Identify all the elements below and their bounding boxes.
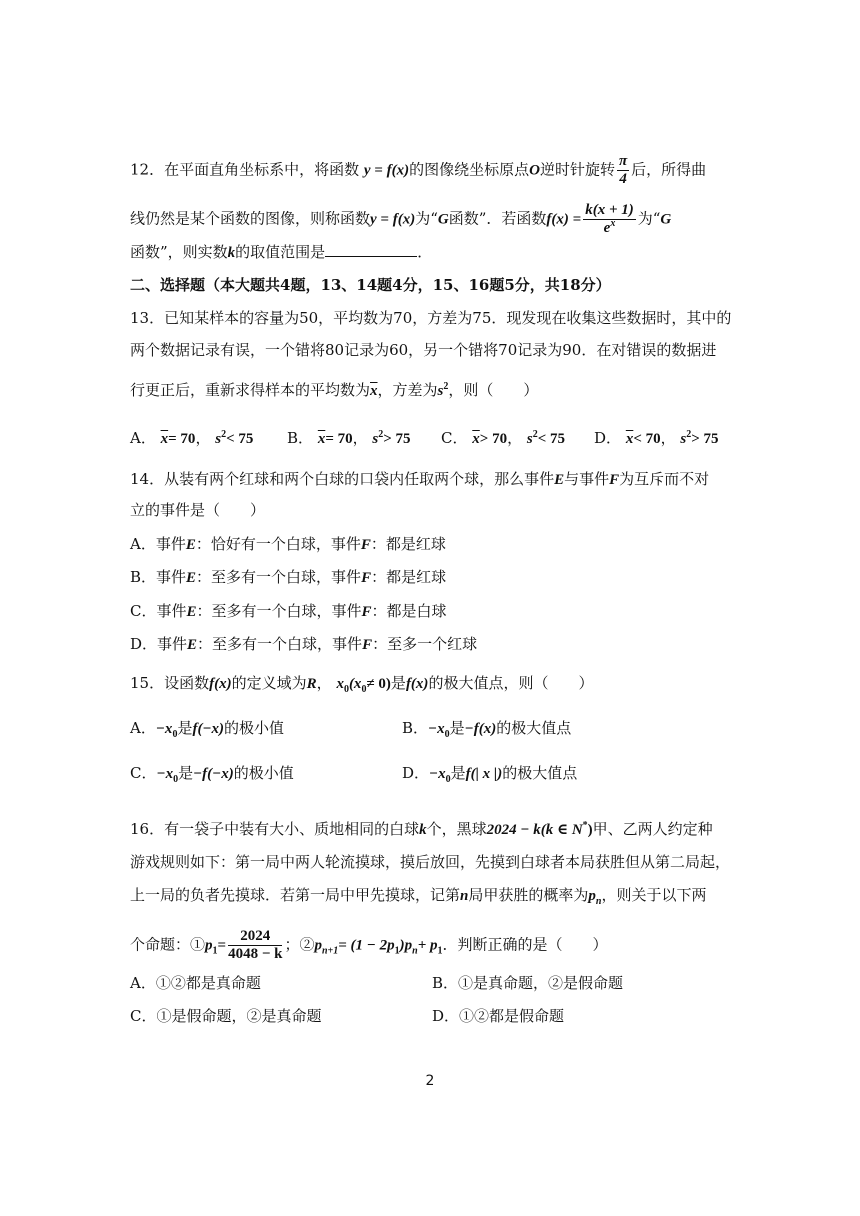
text: ：都是红球 <box>371 568 447 586</box>
math-sub: n <box>412 945 418 957</box>
text: ：都是白球 <box>371 602 447 620</box>
math-paren: ) <box>587 822 593 838</box>
math-func: y = f(x) <box>363 162 410 179</box>
text: 设函数 <box>164 674 210 692</box>
math-sub: 1 <box>437 945 443 957</box>
math-expr: −f(x) <box>464 721 497 737</box>
q13-option-c[interactable]: C． $\overline{x}> 70$， $s^2< 75$ <box>441 429 566 447</box>
text: ，则关于以下两 <box>601 886 707 904</box>
option-label: A．事件 <box>130 535 186 553</box>
text: 个，黑球 <box>426 820 487 838</box>
math-sub: 0 <box>361 684 367 695</box>
q14-option-b[interactable] <box>130 567 446 588</box>
frac-num: π <box>618 153 628 169</box>
frac-den: 4048 − k <box>228 946 283 962</box>
option-label: B． <box>287 429 314 447</box>
math-sub: 0 <box>445 774 451 785</box>
text: 线仍然是某个函数的图像，则称函数 <box>130 209 371 228</box>
math-F: F <box>362 637 373 653</box>
q16-option-a[interactable]: A．①②都是真命题 <box>130 974 261 992</box>
q16-number: 16． <box>130 820 165 838</box>
text: 与事件 <box>564 470 610 488</box>
math-s: s <box>526 431 533 447</box>
math-k: k <box>227 245 236 261</box>
math-origin: O <box>529 162 540 179</box>
text: 为“ <box>637 209 661 228</box>
q12-line1 <box>130 153 706 188</box>
q13-option-b[interactable]: B． $\overline{x}= 70$， $s^2> 75$ <box>287 429 411 447</box>
text: 逆时针旋转 <box>539 160 615 179</box>
text: ：至多有一个白球，事件 <box>196 602 362 620</box>
math-x: x <box>336 676 344 692</box>
q15-line1 <box>130 673 593 694</box>
frac-num: 2024 <box>228 928 282 946</box>
text: ． <box>417 243 433 261</box>
q16-line2: 游戏规则如下：第一局中两人轮流摸球，摸后放回，先摸到白球者本局获胜但从第二局起， <box>130 853 731 871</box>
text: ：恰好有一个白球，事件 <box>195 535 361 553</box>
text: 的极大值点，则（ ） <box>428 674 594 692</box>
text: 从装有两个红球和两个白球的口袋内任取两个球，那么事件 <box>164 470 555 488</box>
frac-den <box>583 220 636 237</box>
math-cond: ≠ 0) <box>366 676 391 692</box>
math-rel: = 70 <box>325 431 353 447</box>
math-E: E <box>186 604 197 620</box>
math-func: y = f(x) <box>370 211 416 228</box>
text: 为互斥而不对 <box>619 470 710 488</box>
math-n: n <box>460 888 469 904</box>
frac-den-sup: x <box>610 218 616 229</box>
text: ：至多有一个白球，事件 <box>196 568 362 586</box>
text: ，方差为 <box>377 381 438 399</box>
option-label: C． <box>441 429 468 447</box>
text: 函数”，则实数 <box>130 243 228 261</box>
math-s: s <box>680 431 687 447</box>
math-E: E <box>554 472 565 488</box>
math-sub: 1 <box>212 945 218 957</box>
text: ：都是红球 <box>370 535 446 553</box>
math-fx: f(x) = <box>546 211 582 228</box>
math-x: (x <box>348 676 362 692</box>
q13-line2: 两个数据记录有误，一个错将80记录为60，另一个错将70记录为90．在对错误的数据进 <box>130 341 717 359</box>
math-sub: 0 <box>173 774 179 785</box>
q15-option-b[interactable] <box>402 718 571 739</box>
math-sub: 1 <box>394 945 400 957</box>
q14-option-c[interactable] <box>130 601 447 622</box>
text: 上一局的负者先摸球．若第一局中甲先摸球，记第 <box>130 886 461 904</box>
text: 是 <box>450 764 466 782</box>
math-expr: f(−x) <box>192 721 225 737</box>
math-k: k <box>419 822 427 838</box>
math-rel: = 70 <box>168 431 196 447</box>
math-s: s <box>437 383 444 399</box>
math-fx: f(x) <box>209 676 232 692</box>
q16-option-c[interactable]: C．①是假命题，②是真命题 <box>130 1007 322 1025</box>
option-label: A． <box>130 719 156 737</box>
math-rel: > 70 <box>479 431 508 447</box>
q14-option-a[interactable] <box>130 534 446 555</box>
math-x: −x <box>429 766 446 782</box>
math-xbar: $\overline{x}$ <box>472 431 480 447</box>
text: ， <box>316 674 332 692</box>
math-rec: + p <box>417 937 438 954</box>
q14-number: 14． <box>130 470 165 488</box>
math-sup: 2 <box>221 429 227 440</box>
math-x: −x <box>428 721 445 737</box>
text: 有一袋子中装有大小、质地相同的白球 <box>164 820 420 838</box>
text: 已知某样本的容量为50，平均数为70，方差为75．现发现在收集这些数据时，其中的 <box>164 309 732 327</box>
text: ．判断正确的是（ ） <box>442 935 608 954</box>
q13-line1 <box>130 308 731 328</box>
q16-option-b[interactable]: B．①是真命题，②是假命题 <box>432 974 624 992</box>
math-sup: 2 <box>686 429 692 440</box>
q13-option-d[interactable]: D． $\overline{x}< 70$， $s^2> 75$ <box>594 429 719 447</box>
section-heading: 二、选择题（本大题共4题，13、14题4分，15、16题5分，共18分） <box>130 276 611 294</box>
text: 的极大值点 <box>502 764 578 782</box>
text: 函数”．若函数 <box>448 209 547 228</box>
frac-den: 4 <box>619 171 627 187</box>
text: 的图像绕坐标原点 <box>409 160 530 179</box>
text: 在平面直角坐标系中，将函数 <box>164 160 360 179</box>
math-F: F <box>609 472 620 488</box>
fraction-kx1-over-ex <box>583 202 636 237</box>
math-xbar: $\overline{x}$ <box>160 431 169 447</box>
text: 的极小值 <box>224 719 285 737</box>
text: 个命题：① <box>130 935 206 954</box>
math-E: E <box>185 537 196 553</box>
text: 是 <box>390 674 406 692</box>
text: 的取值范围是 <box>235 243 326 261</box>
q12-line3 <box>130 242 432 263</box>
option-label: B． <box>402 719 429 737</box>
frac-den-base: e <box>603 220 611 236</box>
math-p: p <box>314 937 322 954</box>
text: ：至多一个红球 <box>372 635 478 653</box>
page-number: 2 <box>425 1073 435 1089</box>
q16-line1 <box>130 819 713 840</box>
q15-number: 15． <box>130 674 165 692</box>
math-eq: = <box>217 937 227 954</box>
math-g: G <box>660 211 672 228</box>
math-sub: 0 <box>444 729 450 740</box>
math-rel: < 75 <box>537 431 566 447</box>
math-sup: * <box>582 820 588 831</box>
text: 是 <box>178 764 194 782</box>
math-sub: 0 <box>343 684 349 695</box>
text: 为“ <box>415 209 438 228</box>
q12-line2 <box>130 202 671 237</box>
text: 行更正后，重新求得样本的平均数为 <box>130 381 371 399</box>
option-label: A． <box>130 429 156 447</box>
text: 是 <box>177 719 193 737</box>
fraction-2024 <box>228 928 282 963</box>
option-label: D． <box>594 429 622 447</box>
q15-option-a[interactable] <box>130 718 284 739</box>
math-x: −x <box>156 766 174 782</box>
math-p: p <box>588 888 596 904</box>
math-s: s <box>372 431 379 447</box>
math-g: G <box>437 211 449 228</box>
q15-option-d[interactable] <box>402 763 577 784</box>
math-rel: > 75 <box>383 431 411 447</box>
math-expr: f(| x |) <box>465 766 503 782</box>
math-rel: < 75 <box>226 431 254 447</box>
text: ：至多有一个白球，事件 <box>197 635 363 653</box>
math-rec: = (1 − 2p <box>338 937 395 954</box>
math-p: p <box>205 937 213 954</box>
math-s: s <box>215 431 222 447</box>
math-xbar: $\overline{x}$ <box>370 383 378 399</box>
q13-option-a[interactable]: A． $\overline{x}= 70$， $s^2< 75$ <box>130 429 254 447</box>
math-rec: )p <box>399 937 413 954</box>
math-sup: 2 <box>532 429 538 440</box>
math-sup: 2 <box>378 429 384 440</box>
text: 局甲获胜的概率为 <box>468 886 589 904</box>
text: 甲、乙两人约定种 <box>592 820 713 838</box>
option-label: B．事件 <box>130 568 187 586</box>
math-R: R <box>306 676 317 692</box>
math-sub: 0 <box>172 729 178 740</box>
math-sup: 2 <box>443 381 449 392</box>
q16-option-d[interactable]: D．①②都是假命题 <box>432 1007 565 1025</box>
text: ；② <box>284 935 315 954</box>
answer-blank[interactable] <box>325 242 417 257</box>
q13-line3 <box>130 380 538 401</box>
option-label: D．事件 <box>130 635 188 653</box>
math-black: 2024 − k(k ∈ N <box>486 822 583 838</box>
q14-line1 <box>130 469 709 490</box>
frac-num: k(x + 1) <box>585 202 634 218</box>
math-F: F <box>361 604 372 620</box>
q15-option-c[interactable] <box>130 763 294 784</box>
math-E: E <box>186 570 197 586</box>
text: 是 <box>449 719 465 737</box>
math-rel: > 75 <box>691 431 719 447</box>
text: 后，所得曲 <box>631 160 707 179</box>
text: 的定义域为 <box>231 674 307 692</box>
text: ，则（ ） <box>448 381 539 399</box>
q14-line2: 立的事件是（ ） <box>130 501 266 519</box>
math-F: F <box>361 570 372 586</box>
math-fx: f(x) <box>405 676 429 692</box>
q14-option-d[interactable] <box>130 634 477 655</box>
option-label: D． <box>402 764 430 782</box>
q16-line4 <box>130 928 608 963</box>
q16-line3 <box>130 885 706 906</box>
math-expr: −f(−x) <box>193 766 234 782</box>
option-label: C．事件 <box>130 602 187 620</box>
math-sub: n+1 <box>321 945 339 957</box>
q13-number: 13． <box>130 309 165 327</box>
math-x: −x <box>155 721 173 737</box>
fraction-pi-over-4 <box>617 153 629 188</box>
math-xbar: $\overline{x}$ <box>317 431 326 447</box>
q12-number: 12． <box>130 160 165 179</box>
text: 的极小值 <box>233 764 294 782</box>
math-E: E <box>187 637 198 653</box>
math-rel: < 70 <box>633 431 661 447</box>
math-F: F <box>360 537 371 553</box>
math-sub: n <box>595 896 602 907</box>
math-xbar: $\overline{x}$ <box>625 431 634 447</box>
text: 的极大值点 <box>496 719 572 737</box>
option-label: C． <box>130 764 157 782</box>
